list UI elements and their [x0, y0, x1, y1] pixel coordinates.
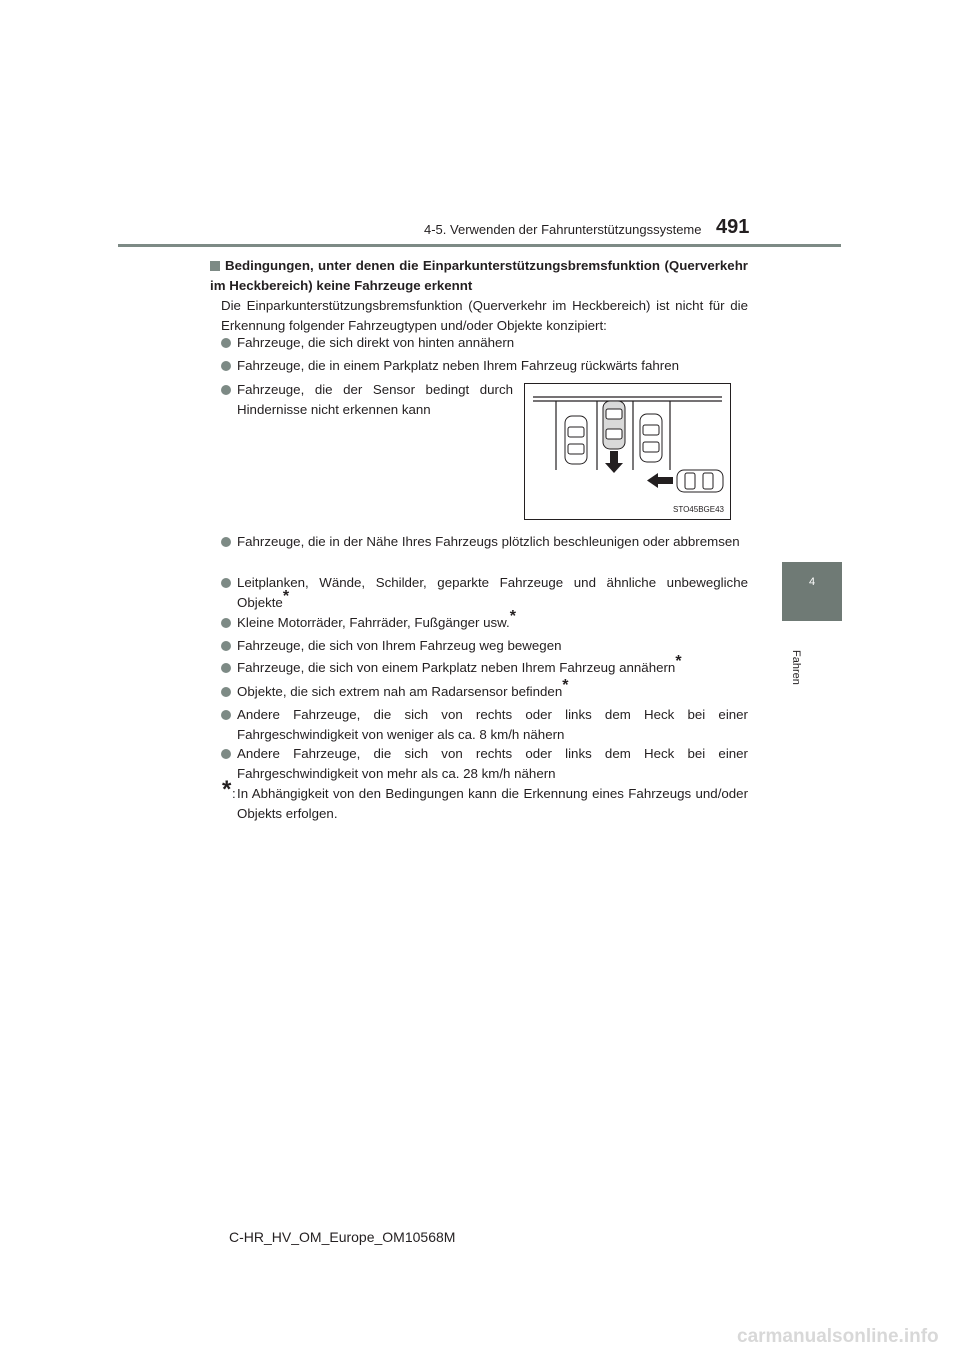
- list-item-text-main: Objekte, die sich extrem nah am Radarsensor befinden: [237, 684, 563, 699]
- bullet-dot-icon: [221, 578, 231, 588]
- list-item-text: [221, 653, 748, 678]
- bullet-dot-icon: [221, 641, 231, 651]
- document-id: C-HR_HV_OM_Europe_OM10568M: [229, 1229, 456, 1245]
- watermark-text: carmanualsonline.info: [737, 1326, 939, 1347]
- watermark-logo: [735, 1320, 955, 1352]
- footnote-marker: *: [675, 653, 682, 670]
- bullet-dot-icon: [221, 710, 231, 720]
- intro-paragraph: Die Einparkunterstützungsbremsfunktion (Querverkehr im Heckbereich) ist nicht für die Erkennung folgender Fahrzeugtypen und/oder Objekte konzipiert:: [221, 298, 748, 333]
- list-item-text: [221, 677, 748, 702]
- list-item: [221, 356, 748, 376]
- chapter-tab: [782, 562, 842, 621]
- list-item-text: Fahrzeuge, die der Sensor bedingt durch Hindernisse nicht erkennen kann: [237, 382, 513, 417]
- square-bullet-icon: [210, 261, 220, 271]
- bullet-dot-icon: [221, 361, 231, 371]
- list-item: [221, 677, 748, 702]
- list-item: [221, 744, 748, 784]
- list-item-text: [221, 573, 748, 613]
- page-number: 491: [716, 216, 750, 238]
- footnote-text: In Abhängigkeit von den Bedingungen kann die Erkennung eines Fahrzeugs und/oder Objekts erfolgen.: [237, 786, 748, 821]
- running-header-section: 4-5. Verwenden der Fahrunterstützungssysteme: [424, 222, 702, 237]
- footnote-marker: *: [509, 608, 516, 625]
- footnote-marker: *: [562, 677, 569, 694]
- bullet-dot-icon: [221, 537, 231, 547]
- parking-diagram: [524, 383, 731, 520]
- list-item-text-main: Fahrzeuge, die sich von einem Parkplatz neben Ihrem Fahrzeug annähern: [237, 660, 676, 675]
- list-item: [221, 380, 513, 420]
- bullet-dot-icon: [221, 663, 231, 673]
- list-item: [221, 573, 748, 613]
- bullet-dot-icon: [221, 687, 231, 697]
- list-item-text-main: Kleine Motorräder, Fahrräder, Fußgänger usw.: [237, 615, 510, 630]
- own-vehicle: [603, 401, 625, 449]
- header-rule: [118, 244, 841, 247]
- list-item-text: [221, 608, 748, 633]
- bullet-dot-icon: [221, 338, 231, 348]
- list-item: [221, 705, 748, 745]
- bullet-dot-icon: [221, 618, 231, 628]
- footnote-colon: :: [232, 786, 236, 801]
- list-item: [221, 333, 748, 353]
- list-item: [221, 636, 748, 656]
- chapter-label-container: [776, 638, 816, 685]
- list-item: [221, 532, 748, 552]
- list-item: [221, 608, 748, 633]
- list-item-text: Fahrzeuge, die in der Nähe Ihres Fahrzeugs plötzlich beschleunigen oder abbremsen: [237, 534, 740, 549]
- list-item-text: Fahrzeuge, die sich direkt von hinten annähern: [237, 335, 515, 350]
- list-item-text: Fahrzeuge, die in einem Parkplatz neben Ihrem Fahrzeug rückwärts fahren: [237, 358, 679, 373]
- chapter-number: 4: [808, 576, 816, 588]
- footnote: [222, 776, 748, 824]
- section-heading: [210, 256, 748, 296]
- footnote-star: *: [222, 776, 232, 803]
- section-heading-text: Bedingungen, unter denen die Einparkunterstützungsbremsfunktion (Querverkehr im Heckbereich) keine Fahrzeuge erkennt: [210, 258, 748, 293]
- chapter-label: Fahren: [790, 650, 802, 685]
- figure-code: STO45BGE43: [673, 505, 724, 514]
- reverse-arrow-icon: [605, 451, 623, 473]
- list-item-text-main: Leitplanken, Wände, Schilder, geparkte Fahrzeuge und ähnliche unbewegliche Objekte: [237, 575, 748, 610]
- parked-car-left: [565, 416, 587, 464]
- list-item: [221, 653, 748, 678]
- crossing-car: [677, 470, 723, 492]
- parked-car-right: [640, 414, 662, 462]
- footnote-marker: *: [282, 588, 290, 605]
- parking-diagram-illustration: [525, 384, 730, 519]
- list-item-text: Andere Fahrzeuge, die sich von rechts oder links dem Heck bei einer Fahrgeschwindigkeit von mehr als ca. 28 km/h nähern: [237, 746, 748, 781]
- list-item-text: Fahrzeuge, die sich von Ihrem Fahrzeug weg bewegen: [237, 638, 562, 653]
- bullet-dot-icon: [221, 385, 231, 395]
- approach-arrow-icon: [647, 473, 673, 488]
- bullet-dot-icon: [221, 749, 231, 759]
- list-item-text: Andere Fahrzeuge, die sich von rechts oder links dem Heck bei einer Fahrgeschwindigkeit von weniger als ca. 8 km/h nähern: [237, 707, 748, 742]
